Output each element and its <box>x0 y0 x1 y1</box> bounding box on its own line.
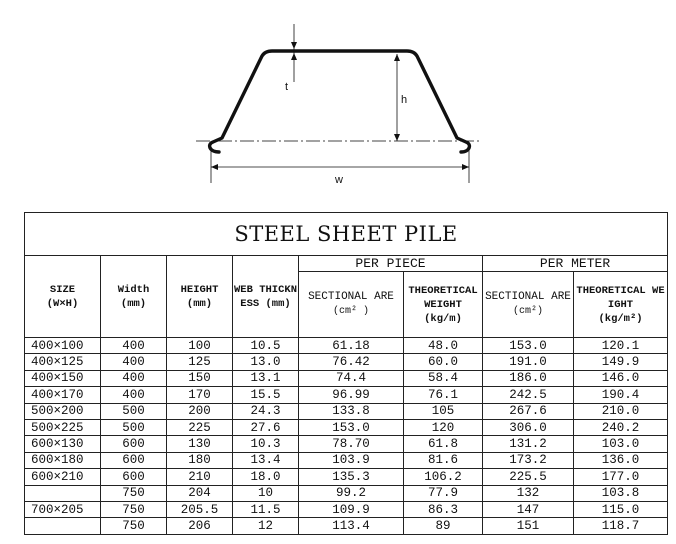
sectional-area-meter-cell: 132 <box>483 485 574 501</box>
width-cell: 400 <box>101 338 167 354</box>
header-height-label: HEIGHT <box>180 283 219 296</box>
header-sa-meter-unit: (cm²) <box>512 306 543 317</box>
theoretical-weight-meter-cell: 190.4 <box>574 387 668 403</box>
width-cell: 400 <box>101 354 167 370</box>
web-thickness-cell: 13.4 <box>233 452 299 468</box>
theoretical-weight-piece-cell: 48.0 <box>404 338 483 354</box>
header-sectional-area-piece <box>299 272 404 338</box>
h-arrow-top <box>394 54 400 61</box>
sheet-pile-cross-section-diagram <box>0 0 676 210</box>
height-cell: 225 <box>167 419 233 435</box>
width-cell: 750 <box>101 518 167 534</box>
header-width <box>101 256 167 338</box>
width-cell: 400 <box>101 387 167 403</box>
width-cell: 600 <box>101 452 167 468</box>
theoretical-weight-piece-cell: 77.9 <box>404 485 483 501</box>
sectional-area-meter-cell: 151 <box>483 518 574 534</box>
sectional-area-piece-cell: 99.2 <box>299 485 404 501</box>
theoretical-weight-meter-cell: 177.0 <box>574 469 668 485</box>
height-cell: 125 <box>167 354 233 370</box>
h-arrow-bottom <box>394 134 400 141</box>
sectional-area-meter-cell: 306.0 <box>483 419 574 435</box>
width-cell: 500 <box>101 419 167 435</box>
sectional-area-piece-cell: 61.18 <box>299 338 404 354</box>
sectional-area-meter-cell: 131.2 <box>483 436 574 452</box>
height-cell: 180 <box>167 452 233 468</box>
theoretical-weight-piece-cell: 61.8 <box>404 436 483 452</box>
web-thickness-cell: 13.0 <box>233 354 299 370</box>
theoretical-weight-piece-cell: 58.4 <box>404 370 483 386</box>
theoretical-weight-meter-cell: 146.0 <box>574 370 668 386</box>
header-sa-meter-label: SECTIONAL ARE <box>485 291 571 303</box>
size-cell: 400×170 <box>25 387 101 403</box>
size-cell: 600×130 <box>25 436 101 452</box>
width-cell: 500 <box>101 403 167 419</box>
web-thickness-cell: 10.5 <box>233 338 299 354</box>
theoretical-weight-meter-cell: 103.8 <box>574 485 668 501</box>
table-row <box>25 338 668 354</box>
theoretical-weight-meter-cell: 149.9 <box>574 354 668 370</box>
theoretical-weight-meter-cell: 103.0 <box>574 436 668 452</box>
theoretical-weight-meter-cell: 115.0 <box>574 501 668 517</box>
sectional-area-piece-cell: 133.8 <box>299 403 404 419</box>
height-cell: 204 <box>167 485 233 501</box>
sectional-area-meter-cell: 225.5 <box>483 469 574 485</box>
group-per-piece: PER PIECE <box>299 256 483 272</box>
size-cell: 400×150 <box>25 370 101 386</box>
sectional-area-meter-cell: 186.0 <box>483 370 574 386</box>
web-thickness-cell: 11.5 <box>233 501 299 517</box>
table-row <box>25 469 668 485</box>
sectional-area-meter-cell: 153.0 <box>483 338 574 354</box>
sectional-area-piece-cell: 109.9 <box>299 501 404 517</box>
size-cell: 600×210 <box>25 469 101 485</box>
sectional-area-piece-cell: 74.4 <box>299 370 404 386</box>
web-thickness-cell: 13.1 <box>233 370 299 386</box>
width-cell: 400 <box>101 370 167 386</box>
h-label: h <box>401 94 408 106</box>
table-row <box>25 485 668 501</box>
size-cell: 500×225 <box>25 419 101 435</box>
steel-sheet-pile-table <box>24 212 668 535</box>
height-cell: 205.5 <box>167 501 233 517</box>
sectional-area-piece-cell: 113.4 <box>299 518 404 534</box>
header-sectional-area-meter <box>483 272 574 338</box>
header-width-unit: (mm) <box>120 297 147 310</box>
sectional-area-piece-cell: 78.70 <box>299 436 404 452</box>
w-arrow-left <box>211 164 218 170</box>
header-height-unit: (mm) <box>186 297 213 310</box>
size-cell: 600×180 <box>25 452 101 468</box>
header-sa-piece-unit: (cm² ) <box>332 306 369 317</box>
sectional-area-meter-cell: 173.2 <box>483 452 574 468</box>
header-tw-piece-label: THEORETICAL WEIGHT <box>408 284 478 311</box>
w-arrow-right <box>462 164 469 170</box>
width-cell: 750 <box>101 485 167 501</box>
web-thickness-cell: 10 <box>233 485 299 501</box>
theoretical-weight-meter-cell: 240.2 <box>574 419 668 435</box>
table-row <box>25 354 668 370</box>
width-cell: 600 <box>101 469 167 485</box>
sectional-area-piece-cell: 76.42 <box>299 354 404 370</box>
size-cell <box>25 485 101 501</box>
sectional-area-meter-cell: 267.6 <box>483 403 574 419</box>
table-row <box>25 501 668 517</box>
sectional-area-piece-cell: 153.0 <box>299 419 404 435</box>
height-cell: 206 <box>167 518 233 534</box>
web-thickness-cell: 27.6 <box>233 419 299 435</box>
size-cell: 700×205 <box>25 501 101 517</box>
theoretical-weight-piece-cell: 76.1 <box>404 387 483 403</box>
web-thickness-cell: 10.3 <box>233 436 299 452</box>
table-row <box>25 436 668 452</box>
width-cell: 750 <box>101 501 167 517</box>
header-width-label: Width <box>117 283 150 296</box>
header-theoretical-weight-piece <box>404 272 483 338</box>
table-row <box>25 387 668 403</box>
sectional-area-meter-cell: 242.5 <box>483 387 574 403</box>
size-cell: 400×100 <box>25 338 101 354</box>
header-tw-meter-unit: (kg/m²) <box>598 312 643 325</box>
height-cell: 210 <box>167 469 233 485</box>
w-label: w <box>335 174 343 186</box>
header-size-unit: (W×H) <box>46 297 79 310</box>
height-cell: 170 <box>167 387 233 403</box>
height-cell: 200 <box>167 403 233 419</box>
header-height <box>167 256 233 338</box>
table-row <box>25 419 668 435</box>
t-arrow-bottom <box>291 53 297 60</box>
theoretical-weight-piece-cell: 86.3 <box>404 501 483 517</box>
theoretical-weight-meter-cell: 136.0 <box>574 452 668 468</box>
height-cell: 100 <box>167 338 233 354</box>
table-row <box>25 403 668 419</box>
sectional-area-piece-cell: 135.3 <box>299 469 404 485</box>
header-theoretical-weight-meter <box>574 272 668 338</box>
theoretical-weight-piece-cell: 60.0 <box>404 354 483 370</box>
header-tw-meter-label: THEORETICAL WEIGHT <box>576 284 665 311</box>
theoretical-weight-piece-cell: 106.2 <box>404 469 483 485</box>
table-row <box>25 370 668 386</box>
theoretical-weight-piece-cell: 120 <box>404 419 483 435</box>
web-thickness-cell: 12 <box>233 518 299 534</box>
header-sa-piece-label: SECTIONAL ARE <box>308 291 394 303</box>
theoretical-weight-meter-cell: 118.7 <box>574 518 668 534</box>
size-cell <box>25 518 101 534</box>
header-web-label: WEB THICKNESS (mm) <box>233 283 297 310</box>
theoretical-weight-piece-cell: 89 <box>404 518 483 534</box>
theoretical-weight-piece-cell: 105 <box>404 403 483 419</box>
size-cell: 400×125 <box>25 354 101 370</box>
header-web-thickness <box>233 256 299 338</box>
theoretical-weight-meter-cell: 120.1 <box>574 338 668 354</box>
sectional-area-meter-cell: 147 <box>483 501 574 517</box>
pile-profile <box>210 51 470 152</box>
sectional-area-piece-cell: 96.99 <box>299 387 404 403</box>
sectional-area-piece-cell: 103.9 <box>299 452 404 468</box>
header-tw-piece-unit: (kg/m) <box>424 312 462 325</box>
group-per-meter: PER METER <box>483 256 668 272</box>
t-label: t <box>285 81 289 93</box>
web-thickness-cell: 24.3 <box>233 403 299 419</box>
sectional-area-meter-cell: 191.0 <box>483 354 574 370</box>
size-cell: 500×200 <box>25 403 101 419</box>
header-size <box>25 256 101 338</box>
web-thickness-cell: 15.5 <box>233 387 299 403</box>
table-title: STEEL SHEET PILE <box>25 213 668 256</box>
t-arrow-top <box>291 42 297 49</box>
theoretical-weight-meter-cell: 210.0 <box>574 403 668 419</box>
table-row <box>25 452 668 468</box>
table-row <box>25 518 668 534</box>
theoretical-weight-piece-cell: 81.6 <box>404 452 483 468</box>
height-cell: 150 <box>167 370 233 386</box>
height-cell: 130 <box>167 436 233 452</box>
width-cell: 600 <box>101 436 167 452</box>
web-thickness-cell: 18.0 <box>233 469 299 485</box>
header-size-label: SIZE <box>49 283 76 296</box>
